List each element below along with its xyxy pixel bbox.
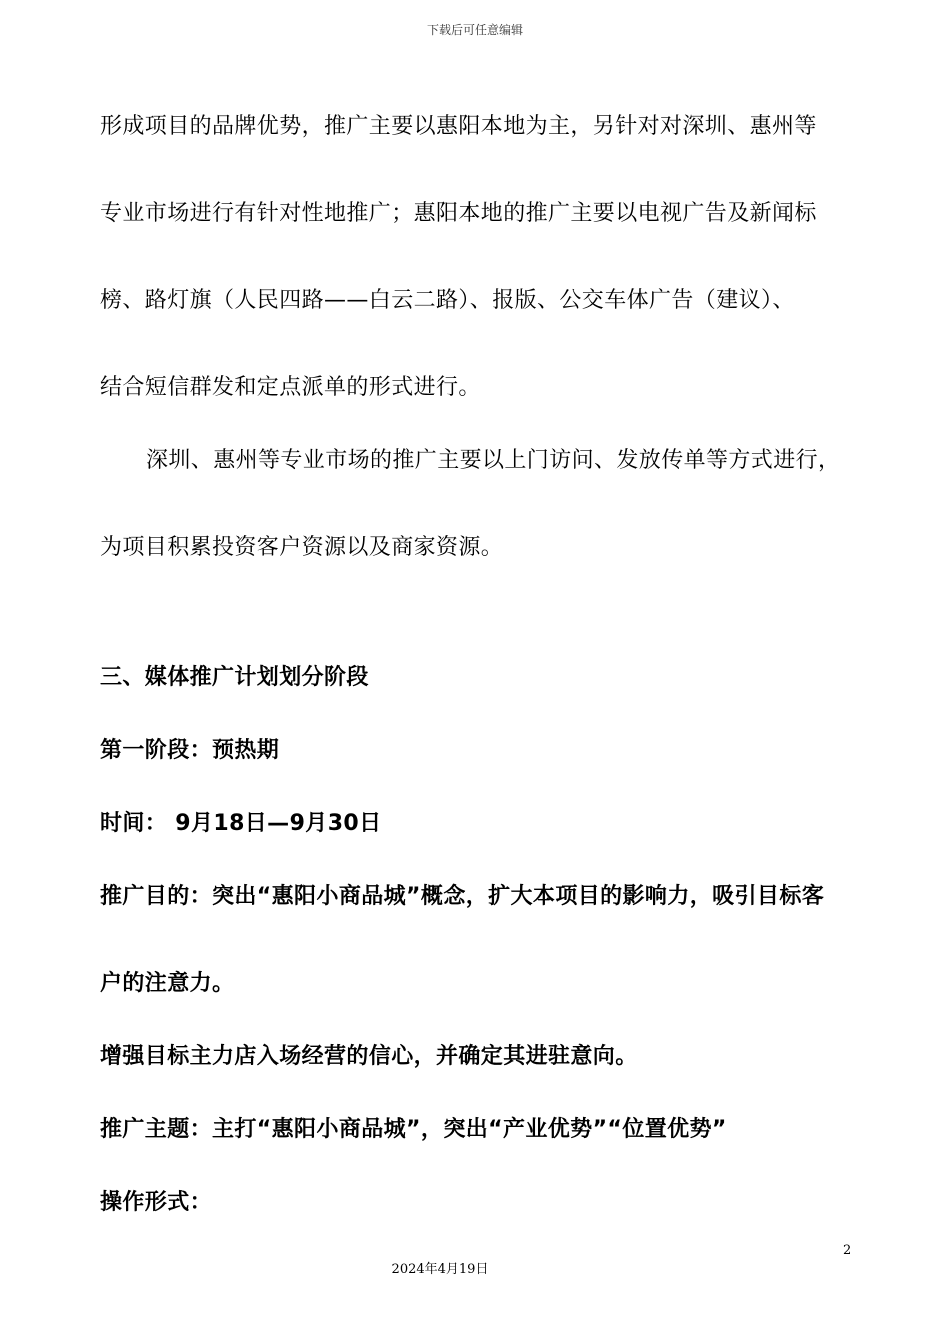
form-line: 操作形式： [100,1190,213,1215]
page-number: 2 [843,1243,852,1258]
theme-line: 推广主题：主打“惠阳小商品城”，突出“产业优势”“位置优势” [100,1117,727,1142]
time-line: 时间： 9月18日—9月30日 [100,811,382,836]
page-header: 下载后可任意编辑 [426,23,523,37]
paragraph-line: 形成项目的品牌优势，推广主要以惠阳本地为主，另针对对深圳、惠州等 [100,114,817,139]
paragraph-line: 榜、路灯旗（人民四路——白云二路）、报版、公交车体广告（建议）、 [100,288,795,313]
footer-date: 2024年4月19日 [391,1262,489,1277]
stage-heading: 第一阶段：预热期 [100,738,280,763]
paragraph-line: 为项目积累投资客户资源以及商家资源。 [100,535,504,560]
paragraph-line: 深圳、惠州等专业市场的推广主要以上门访问、发放传单等方式进行， [146,448,841,473]
paragraph-line: 结合短信群发和定点派单的形式进行。 [100,375,481,400]
paragraph-line: 专业市场进行有针对性地推广；惠阳本地的推广主要以电视广告及新闻标 [100,201,817,226]
purpose-line: 推广目的：突出“惠阳小商品城”概念，扩大本项目的影响力，吸引目标客 [100,884,825,909]
confidence-line: 增强目标主力店入场经营的信心，并确定其进驻意向。 [100,1044,638,1069]
purpose-line: 户的注意力。 [100,971,235,996]
section-heading: 三、媒体推广计划划分阶段 [100,665,369,690]
